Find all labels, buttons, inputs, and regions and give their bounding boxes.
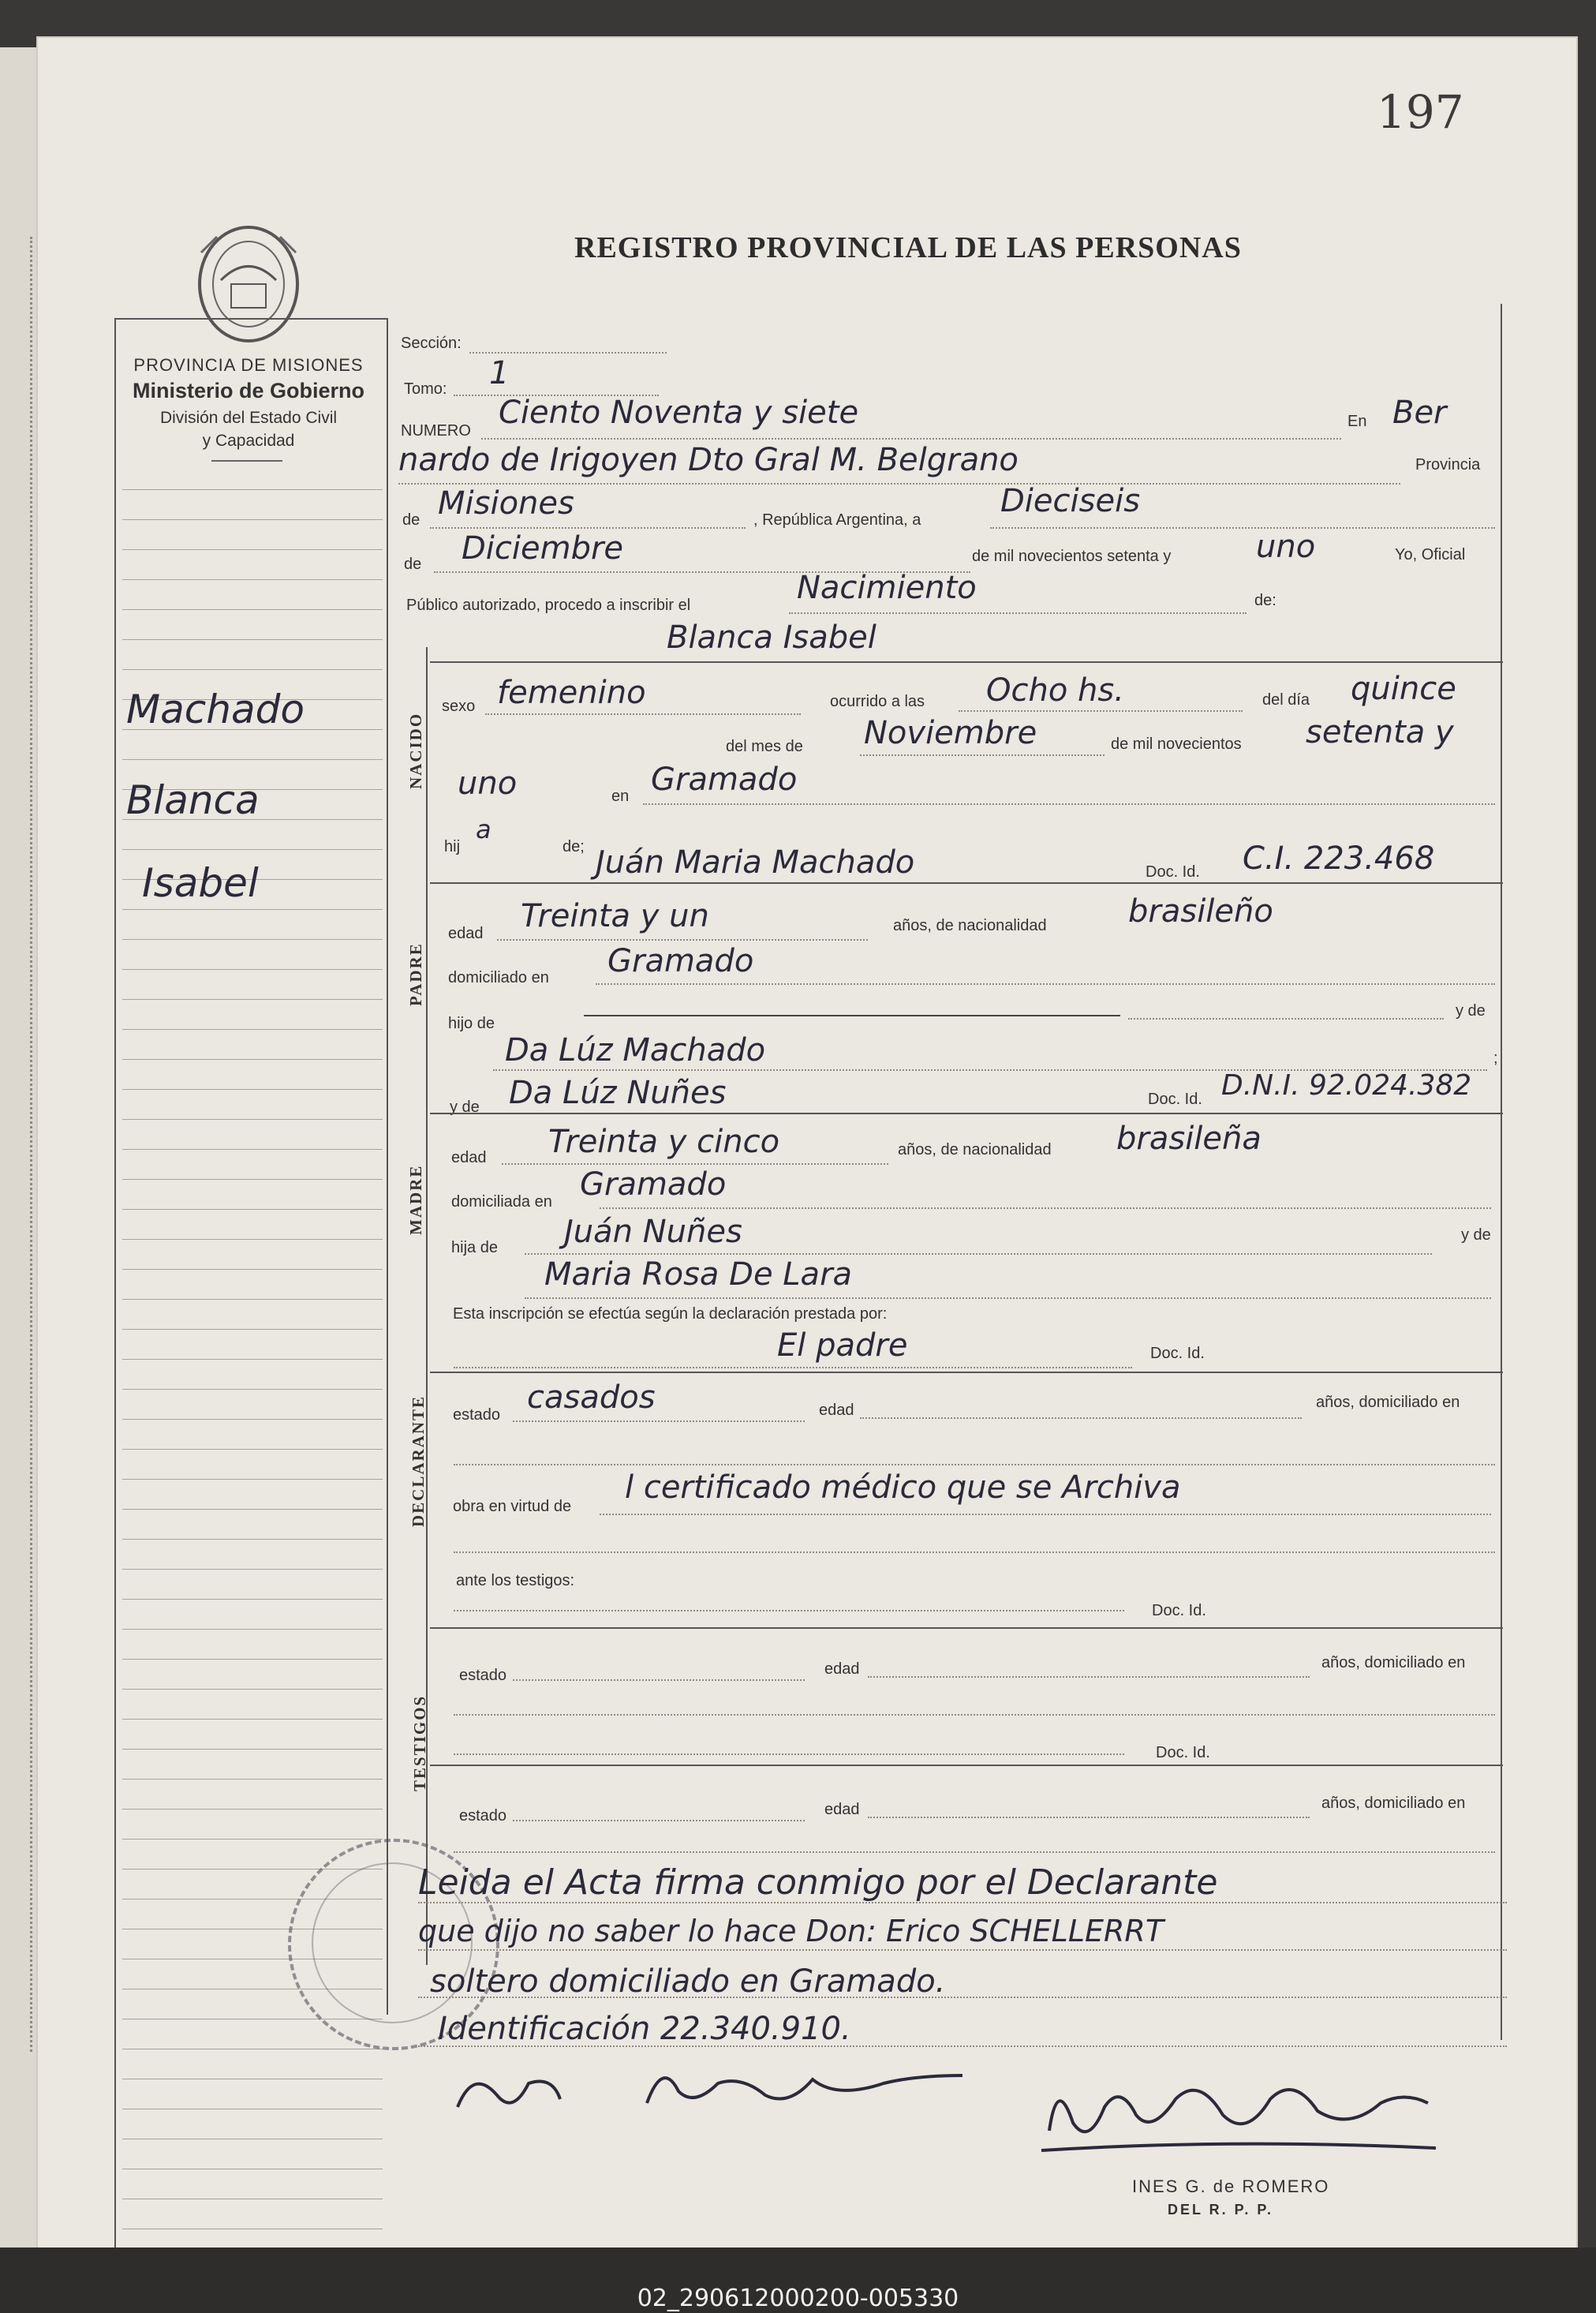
margin-rule <box>122 639 383 640</box>
margin-rule <box>122 849 383 850</box>
provincia-line <box>430 527 746 529</box>
value-anio-nac-a: setenta y <box>1306 714 1454 750</box>
label-testigo2-doc: Doc. Id. <box>1156 1744 1210 1761</box>
label-declarante-edad: edad <box>819 1402 854 1419</box>
label-en-lower: en <box>611 788 630 805</box>
label-tomo: Tomo: <box>404 380 447 398</box>
margin-rule <box>122 1299 383 1300</box>
margin-rule <box>122 1479 383 1480</box>
closing-line-4: Identificación 22.340.910. <box>438 2011 851 2047</box>
padre-hijo-de-line <box>584 1015 1120 1016</box>
label-obra: obra en virtud de <box>453 1498 572 1515</box>
label-republica: , República Argentina, a <box>753 511 921 529</box>
sexo-line <box>485 713 801 715</box>
label-de-2: de <box>404 556 422 573</box>
value-madre-hija-de: Juán Nuñes <box>564 1214 742 1250</box>
label-del-dia: del día <box>1262 691 1310 709</box>
estado-line <box>513 1420 805 1422</box>
nombre-line <box>430 661 1503 663</box>
margin-rule <box>122 609 383 610</box>
value-provincia: Misiones <box>438 485 574 522</box>
label-ante: ante los testigos: <box>456 1572 575 1589</box>
section-madre: MADRE <box>406 1164 425 1235</box>
closing-rule-2 <box>418 1949 1507 1951</box>
value-anio: uno <box>1256 529 1316 565</box>
margin-rule <box>122 1689 383 1690</box>
value-anio-nac-b: uno <box>458 765 518 802</box>
label-testigo1-edad: edad <box>824 1660 860 1678</box>
value-madre-nombre: Da Lúz Nuñes <box>509 1075 727 1111</box>
value-padre-edad: Treinta y un <box>521 898 709 934</box>
margin-rule <box>122 1119 383 1120</box>
label-madre-hija-de: hija de <box>451 1239 498 1256</box>
declarante-dom-line <box>454 1464 1495 1465</box>
label-semicolon: ; <box>1493 1050 1498 1067</box>
obra-line-2 <box>454 1551 1495 1553</box>
margin-rule <box>122 1539 383 1540</box>
margin-rule <box>122 1089 383 1090</box>
seccion-line <box>469 352 667 354</box>
value-sexo: femenino <box>497 675 646 711</box>
testigo2-name-line <box>454 1753 1124 1755</box>
label-publico: Público autorizado, procedo a inscribir el <box>406 597 691 614</box>
label-declarante-doc: Doc. Id. <box>1150 1345 1205 1362</box>
label-ocurrido: ocurrido a las <box>830 693 925 710</box>
madre-dom-line <box>600 1207 1491 1209</box>
declarante-line <box>454 1367 1132 1368</box>
testigo2-edad-line <box>868 1817 1310 1818</box>
label-de-colon: de: <box>1254 592 1276 609</box>
label-testigo1-estado: estado <box>459 1667 507 1684</box>
margin-rule <box>122 939 383 940</box>
label-padre-edad: edad <box>448 925 484 942</box>
label-testigo1-doc: Doc. Id. <box>1152 1602 1206 1619</box>
value-hij-suffix: a <box>476 814 492 844</box>
org-province: PROVINCIA DE MISIONES <box>133 355 364 375</box>
padre-dom-line <box>596 983 1495 985</box>
label-de-mil-nov: de mil novecientos <box>1111 735 1242 753</box>
value-madre-edad: Treinta y cinco <box>548 1124 780 1160</box>
label-del-mes: del mes de <box>726 738 803 755</box>
margin-rule <box>122 1209 383 1210</box>
margin-rule <box>122 519 383 520</box>
value-madre-dom: Gramado <box>580 1166 727 1203</box>
padre-edad-line <box>497 939 868 941</box>
form-left-border <box>387 318 388 2015</box>
label-padre-doc: Doc. Id. <box>1146 863 1200 881</box>
label-madre-edad: edad <box>451 1149 487 1166</box>
acto-line <box>789 612 1247 614</box>
label-madre-nac: años, de nacionalidad <box>898 1141 1052 1158</box>
label-numero: NUMERO <box>401 422 471 440</box>
value-obra: l certificado médico que se Archiva <box>625 1469 1181 1506</box>
label-padre-nac: años, de nacionalidad <box>893 917 1047 934</box>
mes-nac-line <box>860 754 1104 756</box>
form-right-border <box>1501 304 1502 2040</box>
label-testigo2-estado: estado <box>459 1807 507 1825</box>
padre-y-de-line <box>1128 1018 1444 1020</box>
margin-rule <box>122 1419 383 1420</box>
value-padre-nac: brasileño <box>1128 893 1273 930</box>
value-estado: casados <box>527 1379 656 1416</box>
value-numero: Ciento Noventa y siete <box>499 395 859 431</box>
testigo2-dom-line <box>454 1851 1495 1853</box>
closing-line-2: que dijo no saber lo hace Don: Erico SCHELLERRT <box>418 1914 1164 1948</box>
madre-bottom-line <box>430 1372 1503 1373</box>
closing-line-3: soltero domiciliado en Gramado. <box>430 1963 946 2000</box>
value-en: Ber <box>1392 395 1447 431</box>
margin-rule <box>122 669 383 670</box>
margin-rule <box>122 489 383 490</box>
margin-rule <box>122 1509 383 1510</box>
margin-rule <box>122 999 383 1000</box>
org-underline <box>211 460 282 462</box>
label-testigo2-anos: años, domiciliado en <box>1321 1795 1466 1812</box>
margin-rule <box>122 1179 383 1180</box>
official-name: INES G. de ROMERO <box>1132 2176 1330 2196</box>
label-de-semi: de; <box>563 838 585 855</box>
label-madre-y-de: y de <box>450 1098 480 1116</box>
value-dia: Dieciseis <box>1000 483 1141 519</box>
margin-rule <box>122 1749 383 1750</box>
label-madre-dom: domiciliada en <box>451 1193 552 1211</box>
value-nombre: Blanca Isabel <box>667 619 876 656</box>
numero-line <box>481 438 1341 440</box>
value-padre-doc: C.I. 223.468 <box>1243 840 1435 877</box>
label-de-1: de <box>402 511 420 529</box>
label-en: En <box>1347 413 1367 430</box>
margin-note-name-2: Isabel <box>142 860 259 906</box>
lugar-nac-line <box>643 803 1495 805</box>
margin-rule <box>122 909 383 910</box>
margin-rule <box>122 1029 383 1030</box>
org-division-2: y Capacidad <box>202 432 295 450</box>
label-declarante-estado: estado <box>453 1406 501 1424</box>
margin-rule <box>122 1269 383 1270</box>
label-esta-inscripcion: Esta inscripción se efectúa según la declaración prestada por: <box>453 1305 888 1323</box>
madre-abuelos-line <box>525 1297 1491 1299</box>
margin-rule <box>122 1599 383 1600</box>
label-sexo: sexo <box>442 698 476 715</box>
margin-rule <box>122 1719 383 1720</box>
value-dia-nac: quince <box>1351 671 1456 707</box>
dia-line <box>990 527 1495 529</box>
value-hora: Ocho hs. <box>986 672 1124 709</box>
hora-line <box>959 710 1243 712</box>
value-madre-nac: brasileña <box>1116 1121 1261 1157</box>
label-madre-doc: Doc. Id. <box>1148 1091 1202 1108</box>
coat-of-arms-seal <box>185 221 312 347</box>
padre-bottom-line <box>430 1113 1503 1114</box>
value-padre-dom: Gramado <box>607 943 754 979</box>
locality-line <box>398 483 1400 485</box>
testigo1-name-line <box>454 1610 1124 1611</box>
official-signature <box>1033 2060 1444 2162</box>
scan-caption: 02_290612000200-005330 <box>637 2285 959 2312</box>
label-padre-y-de: y de <box>1456 1002 1486 1020</box>
declarant-signature <box>442 2052 994 2123</box>
value-lugar-nac: Gramado <box>651 762 798 798</box>
value-padre-hijo-de: Da Lúz Machado <box>505 1032 766 1069</box>
margin-rule <box>122 1359 383 1360</box>
margin-rule <box>122 1629 383 1630</box>
margin-rule <box>122 1449 383 1450</box>
closing-rule-3 <box>418 1997 1507 1998</box>
section-nacido: NACIDO <box>406 712 425 789</box>
closing-line-1: Leida el Acta firma conmigo por el Declarante <box>418 1862 1218 1903</box>
org-division-1: División del Estado Civil <box>159 409 338 427</box>
label-testigo2-edad: edad <box>824 1801 860 1818</box>
testigo-separator-line <box>430 1765 1503 1766</box>
page-number: 197 <box>1377 85 1464 139</box>
testigo1-edad-line <box>868 1676 1310 1678</box>
margin-rule <box>122 579 383 580</box>
frame-top-line <box>114 318 387 320</box>
closing-rule-1 <box>418 1902 1507 1903</box>
margin-rule <box>122 1239 383 1240</box>
margin-note-surname: Machado <box>126 687 305 732</box>
margin-note-name-1: Blanca <box>126 777 260 823</box>
section-testigos: TESTIGOS <box>410 1694 429 1791</box>
margin-rule <box>122 759 383 760</box>
declarante-edad-line <box>860 1417 1302 1419</box>
margin-rule <box>122 969 383 970</box>
label-padre-hijo-de: hijo de <box>448 1015 495 1032</box>
margin-rule <box>122 1659 383 1660</box>
value-locality: nardo de Irigoyen Dto Gral M. Belgrano <box>398 442 1019 478</box>
testigo1-estado-line <box>513 1679 805 1681</box>
value-acto: Nacimiento <box>797 570 977 606</box>
label-de-mil: de mil novecientos setenta y <box>972 548 1172 565</box>
section-padre: PADRE <box>406 942 425 1006</box>
official-title: DEL R. P. P. <box>1168 2202 1274 2218</box>
value-madre-doc: D.N.I. 92.024.382 <box>1221 1069 1472 1102</box>
margin-rule <box>122 1569 383 1570</box>
margin-rule <box>122 549 383 550</box>
value-mes: Diciembre <box>462 530 624 567</box>
margin-rule <box>122 1839 383 1840</box>
left-margin-border <box>114 318 116 2267</box>
margin-rule <box>122 1149 383 1150</box>
label-provincia: Provincia <box>1415 456 1481 473</box>
page-title: REGISTRO PROVINCIAL DE LAS PERSONAS <box>574 231 1242 264</box>
value-padre-nombre: Juán Maria Machado <box>596 844 915 881</box>
madre-hija-de-line <box>525 1253 1432 1255</box>
margin-rule <box>122 1389 383 1390</box>
value-mes-nac: Noviembre <box>864 715 1037 751</box>
obra-line <box>600 1514 1491 1515</box>
madre-edad-line <box>502 1163 888 1165</box>
margin-rule <box>122 1809 383 1810</box>
section-declarante: DECLARANTE <box>409 1394 428 1527</box>
nacido-bottom-line <box>430 882 1503 884</box>
declarante-bottom-line <box>430 1627 1503 1629</box>
margin-rule <box>122 1779 383 1780</box>
label-madre-y-de-2: y de <box>1461 1226 1491 1244</box>
label-testigo1-anos: años, domiciliado en <box>1321 1654 1466 1671</box>
margin-rule <box>122 1329 383 1330</box>
testigo2-estado-line <box>513 1820 805 1821</box>
org-ministry: Ministerio de Gobierno <box>132 379 365 402</box>
label-padre-dom: domiciliado en <box>448 969 549 986</box>
closing-rule-4 <box>418 2045 1507 2047</box>
label-yo-oficial: Yo, Oficial <box>1395 546 1466 563</box>
label-hij: hij <box>444 838 461 855</box>
label-declarante-anos: años, domiciliado en <box>1316 1394 1460 1411</box>
value-declarante: El padre <box>777 1327 908 1364</box>
value-tomo: 1 <box>489 355 510 391</box>
value-madre-y-de: Maria Rosa De Lara <box>544 1256 853 1293</box>
testigo1-dom-line <box>454 1714 1495 1716</box>
label-seccion: Sección: <box>401 335 462 352</box>
margin-rule <box>122 1059 383 1060</box>
